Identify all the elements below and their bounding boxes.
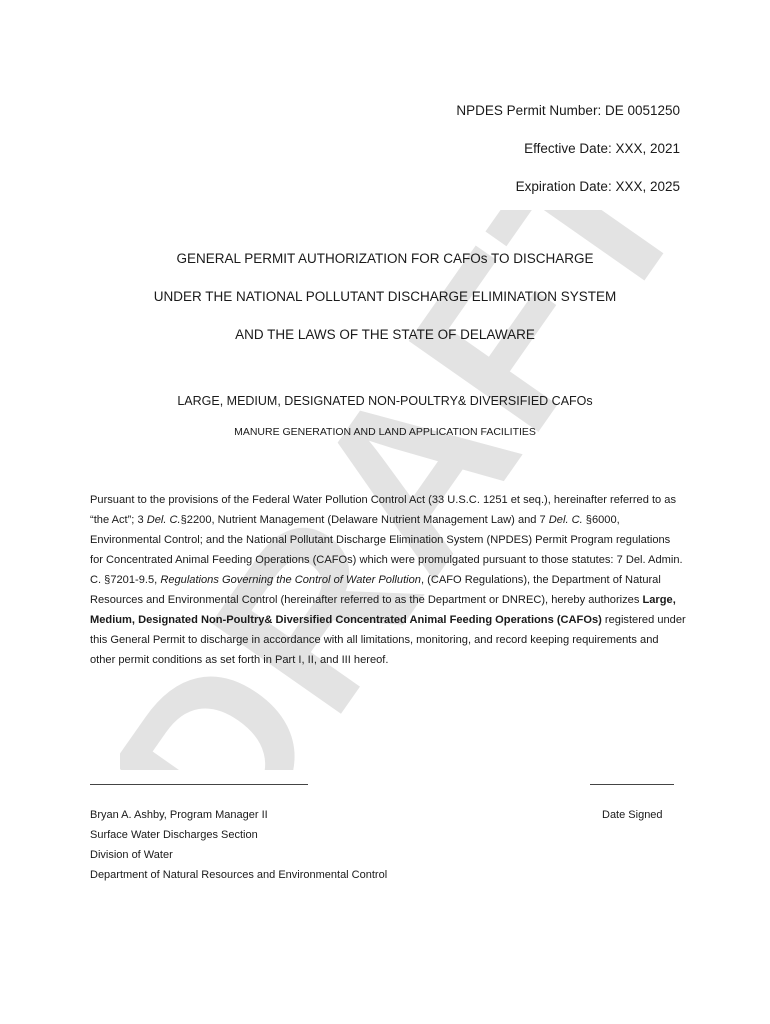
citation: Del. C. <box>548 514 583 526</box>
paragraph-text: registered under this General Permit to discharge in accordance with all limitations, monitoring, and record keeping requirements and other permit conditions as set forth in Part I, II, and III hereof. <box>90 614 686 666</box>
signature-line <box>90 784 308 785</box>
signatory-name: Bryan A. Ashby, Program Manager II <box>90 809 268 821</box>
permit-subtitle <box>0 390 770 440</box>
paragraph-text: §6000, Environmental Control; and the National Pollutant Discharge Elimination System (NPDES) Permit Program regulations for Concentrated Animal Feeding Operations (CAFOs) which were promulgated pursuant to those statutes: 7 Del. Admin. C. §7201-9.5, <box>90 514 683 586</box>
title-line-1: GENERAL PERMIT AUTHORIZATION FOR CAFOs TO DISCHARGE <box>176 251 594 266</box>
paragraph-text: , (CAFO Regulations), the Department of Natural Resources and Environmental Control (hereinafter referred to as the Department or DNREC), hereby authorizes <box>90 574 661 606</box>
signatory-division: Division of Water <box>90 849 173 861</box>
facility-types: Large, Medium, Designated Non-Poultry& Diversified Concentrated Animal Feeding Operations (CAFOs) <box>90 594 676 626</box>
subtitle-line-2: MANURE GENERATION AND LAND APPLICATION FACILITIES <box>234 426 536 438</box>
watermark-text: DRAFT <box>120 210 680 770</box>
title-line-2: UNDER THE NATIONAL POLLUTANT DISCHARGE ELIMINATION SYSTEM <box>153 289 617 304</box>
title-line-3: AND THE LAWS OF THE STATE OF DELAWARE <box>235 327 535 342</box>
regulation-title: Regulations Governing the Control of Water Pollution <box>160 574 421 586</box>
permit-title <box>0 240 770 354</box>
permit-header <box>456 92 680 206</box>
signatory-department: Department of Natural Resources and Environmental Control <box>90 869 388 881</box>
authorization-paragraph <box>90 490 686 670</box>
effective-date: Effective Date: XXX, 2021 <box>524 141 680 156</box>
paragraph-text: §2200, Nutrient Management (Delaware Nutrient Management Law) and 7 <box>180 514 549 526</box>
permit-number: NPDES Permit Number: DE 0051250 <box>456 103 680 118</box>
date-line <box>590 784 674 785</box>
subtitle-line-1: LARGE, MEDIUM, DESIGNATED NON-POULTRY& DIVERSIFIED CAFOs <box>177 394 593 408</box>
citation: Del. C. <box>146 514 181 526</box>
date-signed-label: Date Signed <box>602 809 663 821</box>
paragraph-text: Pursuant to the provisions of the Federal Water Pollution Control Act (33 U.S.C. 1251 et seq.), hereinafter referred to as “the Act”; 3 <box>90 494 677 526</box>
signatory-section: Surface Water Discharges Section <box>90 829 258 841</box>
signatory-block <box>90 805 387 885</box>
expiration-date: Expiration Date: XXX, 2025 <box>515 179 680 194</box>
